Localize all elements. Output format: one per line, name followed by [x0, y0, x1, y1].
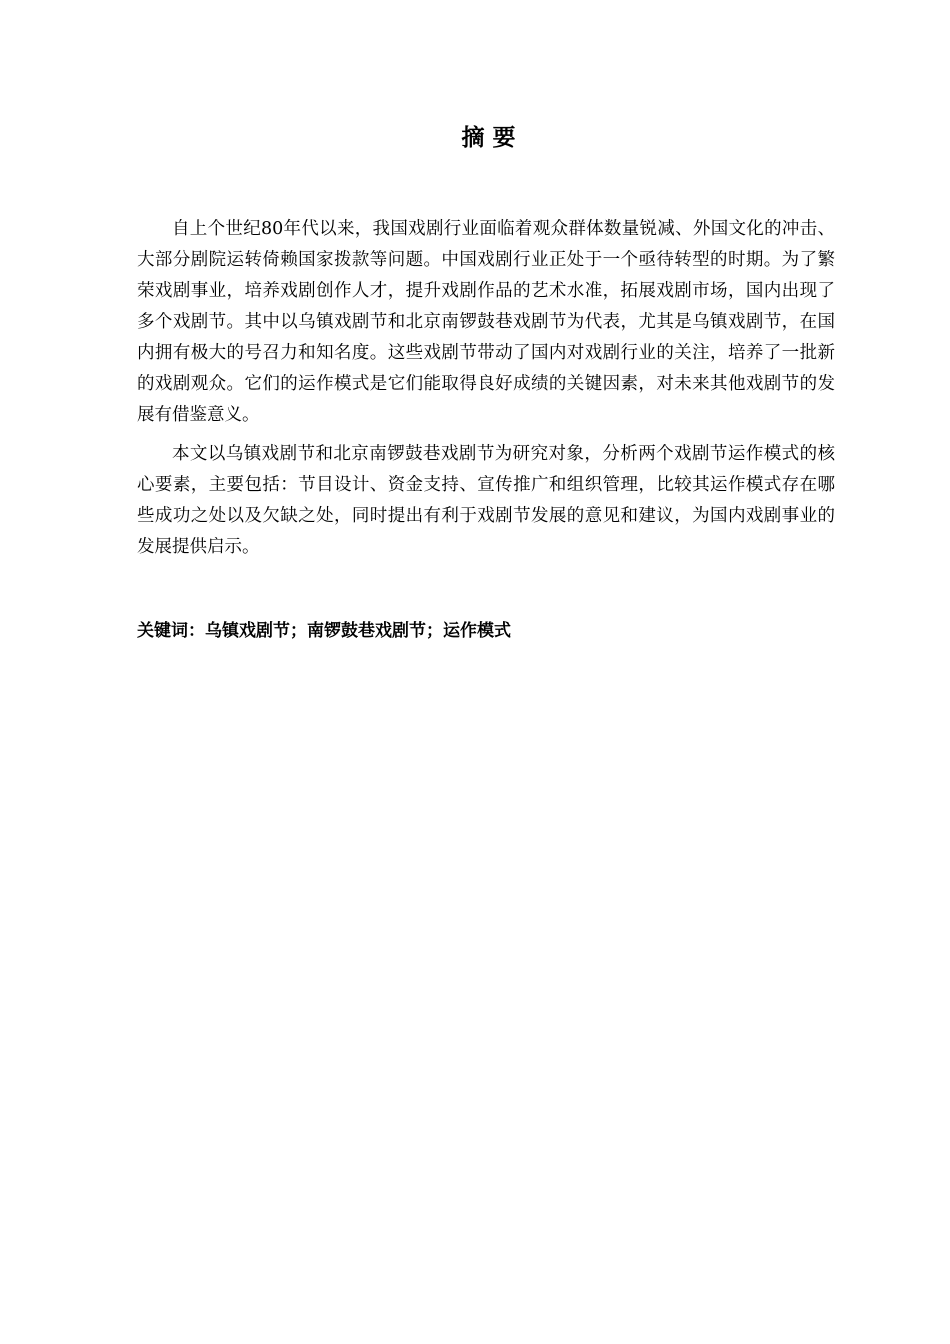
abstract-paragraph-1: 自上个世纪80年代以来，我国戏剧行业面临着观众群体数量锐减、外国文化的冲击、大部分剧院运转倚赖国家拨款等问题。中国戏剧行业正处于一个亟待转型的时期。为了繁荣戏剧事业，培养戏剧创作人才，提升戏剧作品的艺术水准，拓展戏剧市场，国内出现了多个戏剧节。其中以乌镇戏剧节和北京南锣鼓巷戏剧节为代表，尤其是乌镇戏剧节，在国内拥有极大的号召力和知名度。这些戏剧节带动了国内对戏剧行业的关注，培养了一批新的戏剧观众。它们的运作模式是它们能取得良好成绩的关键因素，对未来其他戏剧节的发展有借鉴意义。	[137, 219, 835, 425]
abstract-title: 摘要	[461, 125, 524, 151]
keywords-label: 关键词：	[137, 621, 205, 641]
keywords-line	[137, 616, 835, 646]
abstract-paragraph-2: 本文以乌镇戏剧节和北京南锣鼓巷戏剧节为研究对象，分析两个戏剧节运作模式的核心要素，主要包括：节目设计、资金支持、宣传推广和组织管理，比较其运作模式存在哪些成功之处以及欠缺之处，同时提出有利于戏剧节发展的意见和建议，为国内戏剧事业的发展提供启示。	[137, 444, 835, 557]
keywords-list: 乌镇戏剧节；南锣鼓巷戏剧节；运作模式	[205, 621, 511, 641]
abstract-body	[137, 214, 835, 571]
